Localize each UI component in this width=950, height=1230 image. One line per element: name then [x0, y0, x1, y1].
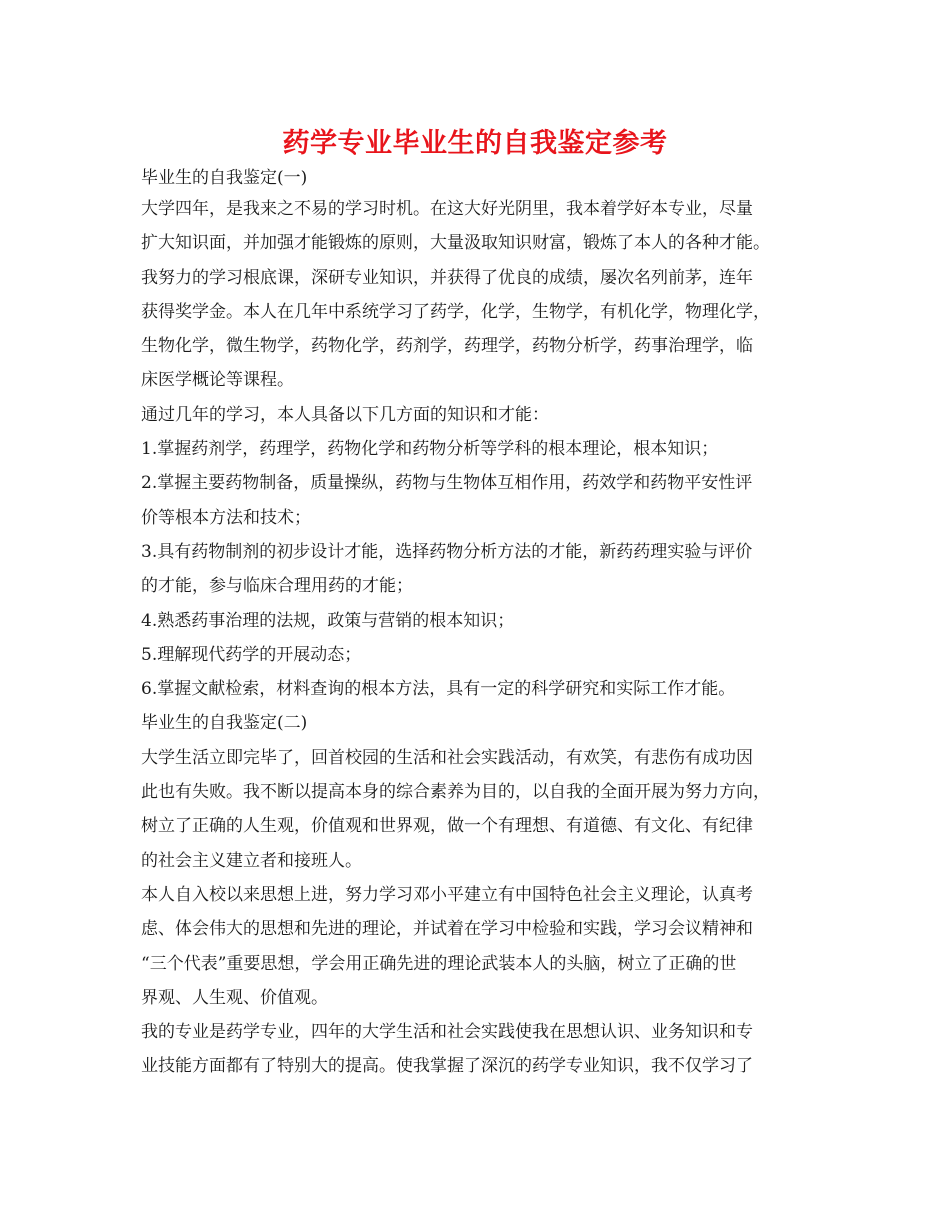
- body-line: 生物化学，微生物学，药物化学，药剂学，药理学，药物分析学，药事治理学，临: [141, 336, 753, 357]
- body-line: 扩大知识面，并加强才能锻炼的原则，大量汲取知识财富，锻炼了本人的各种才能。: [141, 233, 770, 254]
- body-line: 我努力的学习根底课，深研专业知识，并获得了优良的成绩，屡次名列前茅，连年: [141, 267, 753, 288]
- list-item-4: 4.熟悉药事治理的法规，政策与营销的根本知识；: [141, 610, 515, 631]
- body-line: 我的专业是药学专业，四年的大学生活和社会实践使我在思想认识、业务知识和专: [141, 1022, 753, 1043]
- body-line: 床医学概论等课程。: [141, 370, 294, 391]
- list-item-3: 3.具有药物制剂的初步设计才能，选择药物分析方法的才能，新药药理实验与评价: [141, 541, 753, 562]
- body-line: 树立了正确的人生观，价值观和世界观，做一个有理想、有道德、有文化、有纪律: [141, 816, 753, 837]
- body-line: 业技能方面都有了特别大的提高。使我掌握了深沉的药学专业知识，我不仅学习了: [141, 1056, 753, 1077]
- section-heading-1: 毕业生的自我鉴定(一): [141, 168, 308, 188]
- body-line: 大学生活立即完毕了，回首校园的生活和社会实践活动，有欢笑，有悲伤有成功因: [141, 747, 753, 768]
- body-line: “三个代表”重要思想，学会用正确先进的理论武装本人的头脑，树立了正确的世: [141, 953, 737, 974]
- body-line: 获得奖学金。本人在几年中系统学习了药学，化学，生物学，有机化学，物理化学，: [141, 301, 770, 322]
- body-line: 此也有失败。我不断以提高本身的综合素养为目的，以自我的全面开展为努力方向，: [141, 782, 770, 803]
- list-item-2: 2.掌握主要药物制备，质量操纵，药物与生物体互相作用，药效学和药物平安性评: [141, 473, 753, 494]
- list-item-5: 5.理解现代药学的开展动态；: [141, 644, 362, 665]
- body-line: 大学四年，是我来之不易的学习时机。在这大好光阴里，我本着学好本专业，尽量: [141, 199, 753, 219]
- list-item-6: 6.掌握文献检索，材料查询的根本方法，具有一定的科学研究和实际工作才能。: [141, 679, 736, 700]
- document-title: 药学专业毕业生的自我鉴定参考: [282, 128, 668, 159]
- document-body: [141, 164, 821, 1084]
- list-item-3-continued: 的才能，参与临床合理用药的才能；: [141, 576, 413, 597]
- section-heading-2: 毕业生的自我鉴定(二): [141, 713, 308, 734]
- body-line: 本人自入校以来思想上进，努力学习邓小平建立有中国特色社会主义理论，认真考: [141, 884, 753, 905]
- list-item-2-continued: 价等根本方法和技术；: [141, 507, 311, 528]
- body-line: 虑、体会伟大的思想和先进的理论，并试着在学习中检验和实践，学习会议精神和: [141, 919, 753, 940]
- body-line: 通过几年的学习，本人具备以下几方面的知识和才能：: [141, 404, 549, 425]
- body-line: 界观、人生观、价值观。: [141, 987, 328, 1008]
- body-line: 的社会主义建立者和接班人。: [141, 850, 362, 871]
- list-item-1: 1.掌握药剂学，药理学，药物化学和药物分析等学科的根本理论，根本知识；: [141, 439, 719, 460]
